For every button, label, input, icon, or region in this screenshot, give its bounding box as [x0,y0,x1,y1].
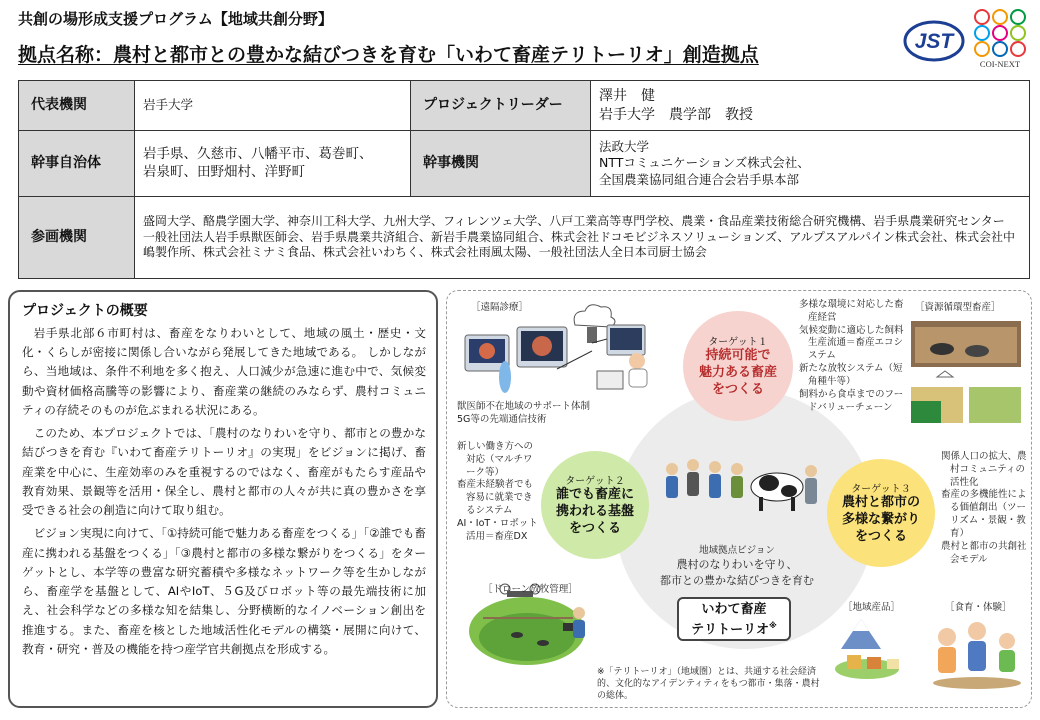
lead-org-label: 幹事機関 [411,131,591,197]
overview-title: プロジェクトの概要 [22,303,148,319]
page-title: 拠点名称：農村と都市との豊かな結びつきを育む「いわて畜産テリトーリオ」創造拠点 [18,44,759,66]
lead-org-line: 法政大学 [599,138,650,154]
brand-line-text: テリトーリオ [691,622,770,638]
resource-cycle-illustration [911,321,1021,423]
municipality-label: 幹事自治体 [19,131,135,197]
target-2-circle [541,451,649,559]
target-3-bullets [941,451,1027,566]
target-1-line: 持続可能で [705,348,771,364]
svg-text:COI-NEXT: COI-NEXT [979,59,1021,69]
target-1-line: 魅力ある畜産 [698,365,777,381]
products-label: ［地域産品］ [843,602,901,613]
brand-line: いわて畜産 [701,602,767,617]
products-illustration [835,619,899,679]
overview-paragraph: ビジョン実現に向けて、「①持続可能で魅力ある畜産をつくる」「②誰でも畜産に携われる基盤をつくる」「③農村と都市の多様な繋がりをつくる」をターゲットとし、本学等の豊富な研究蓄積や多様なネットワーク等を生かしながら、畜産学を基盤として、AIやIoT、５G及びロボット等の最先端技術に加え、社会科学などの多様な知を結集し、分野横断的なイノベーション創出を推進する。また、畜産を核とした地域活性化モデルの構築・展開に向けて、教育・研究・普及の機能を持つ産学官共創拠点を形成する。 [22,526,426,656]
territorio-note: ※「テリトーリオ」（地域圏）とは、共通する社会経済的、文化的なアイデンティティをもつ都市・集落・農村の総体。 [597,667,820,702]
bullet-item: 気候変動に適応した飼料生産流通＝畜産エコシステム [799,324,904,362]
target-1-line: をつくる [711,381,764,397]
target-3-line: 農村と都市の [841,495,920,511]
bullet-item: 新しい働き方への対応（マルチワーク等） [457,441,534,478]
jst-logo [902,14,966,64]
drone-illustration [469,584,585,665]
overview-paragraph: このため、本プロジェクトでは、「農村のなりわいを守り、都市との豊かな結びつきを育む『いわて畜産テリトーリオ』の実現」をビジョンに掲げ、畜産業を中心に、生産効率のみを重視するのではなく、畜産がもたらす産品や教育効果、景観等を活用・保全し、農村と都市の人々が共に真の豊かさを享受できる社会の創造に向けて取り組む。 [22,426,426,518]
brand-line [679,620,789,640]
overview-box [8,290,438,708]
program-name: 共創の場形成支援プログラム【地域共創分野】 [18,10,333,28]
hub-label: 地域拠点ビジョン [699,545,775,556]
bullet-item: 畜産の多機能性による価値創出（ツーリズム・景観・教育） [941,489,1027,539]
target-3-line: 多様な繋がり [841,512,920,528]
resource-cycle-label: ［資源循環型畜産］ [915,302,1001,313]
rep-org-label: 代表機関 [19,81,135,131]
participant-line: 一般社団法人岩手県獣医師会、岩手県農業共済組合、新岩手農業協同組合、株式会社ドコモビジネスソリューションズ、アルプスアルパイン株式会社、株式会社中嶋製作所、株式会社ミナミ食品、株式会社いわちく、株式会社雨風太陽、一般社団法人全日本司厨士協会 [143,229,1016,260]
leader-affiliation: 岩手大学 農学部 教授 [599,106,753,123]
leader-label: プロジェクトリーダー [411,81,591,131]
drone-label: ［ドローン放牧管理］ [483,584,578,595]
municipality-line: 岩手県、久慈市、八幡平市、葛巻町、 [143,145,373,162]
target-2-line: 誰でも畜産に [555,487,634,503]
lead-org-line: 全国農業協同組合連合会岩手県本部 [599,171,800,187]
target-2-bullets [457,441,539,544]
target-2-line: 携われる基盤 [555,504,634,520]
target-1-tag: ターゲット１ [708,337,768,349]
coi-next-logo [972,8,1028,70]
target-3-line: をつくる [854,528,907,544]
rep-org-value: 岩手大学 [135,81,411,131]
project-info-table [18,80,1030,279]
target-1-bullets [799,299,911,414]
bullet-item: 多様な環境に対応した畜産経営 [799,299,904,323]
bullet-item: 飼料から食卓までのフードバリューチェーン [799,388,904,413]
vision-diagram [446,290,1032,708]
target-2-line: をつくる [568,520,621,536]
food-education-illustration [933,622,1021,689]
target-3-tag: ターゲット３ [851,484,911,496]
leader-name: 澤井 健 [599,88,655,105]
bullet-item: 関係人口の拡大、農村コミュニティの活性化 [941,451,1027,488]
target-1-circle [683,311,793,421]
target-2-tag: ターゲット２ [565,476,625,488]
remote-care-illustration [465,305,647,393]
bullet-item: 獣医師不在地域のサポート体制 [457,401,591,412]
lead-org-value [591,131,1030,197]
bullet-item: 5G等の先端通信技術 [457,413,547,425]
bullet-item: AI・IoT・ロボット活用＝畜産DX [457,517,538,542]
lead-org-line: NTTコミュニケーションズ株式会社、 [599,155,810,171]
remote-care-bullets [457,401,637,427]
remote-care-label: ［遠隔診療］ [471,302,529,313]
participant-label: 参画機関 [19,197,135,279]
participant-line: 盛岡大学、酪農学園大学、神奈川工科大学、九州大学、フィレンツェ大学、八戸工業高等専門学校、農業・食品産業技術総合研究機構、岩手県農業研究センター [143,213,1005,228]
hub-line: 都市との豊かな結びつきを育む [660,573,814,587]
participant-value [135,197,1030,279]
leader-value [591,81,1030,131]
overview-paragraph: 岩手県北部６市町村は、畜産をなりわいとして、地域の風土・歴史・文化・くらしが密接に関係し合いながら発展してきた地域である。 しかしながら、当地域は、条件不利地を多く抱え、人口減少が急速に進む中で、気候変動や資材価格高騰等の影響により、畜産業の継続のみならず、農村コミュニティの存続そのものが危ぶまれる状況にある。 [22,326,426,417]
bullet-item: 農村と都市の共創社会モデル [941,540,1027,565]
hub-caption [617,544,857,588]
brand-box [677,597,791,641]
municipality-value [135,131,411,197]
food-education-label: ［食育・体験］ [945,602,1012,613]
bullet-item: 畜産未経験者でも容易に就業できるシステム [457,479,534,517]
hub-line: 農村のなりわいを守り、 [676,558,798,572]
municipality-line: 岩泉町、田野畑村、洋野町 [143,163,305,180]
bullet-item: 新たな放牧システム（短角種牛等） [799,363,903,387]
brand-mark: ※ [769,620,777,630]
svg-text:JST: JST [914,30,954,53]
